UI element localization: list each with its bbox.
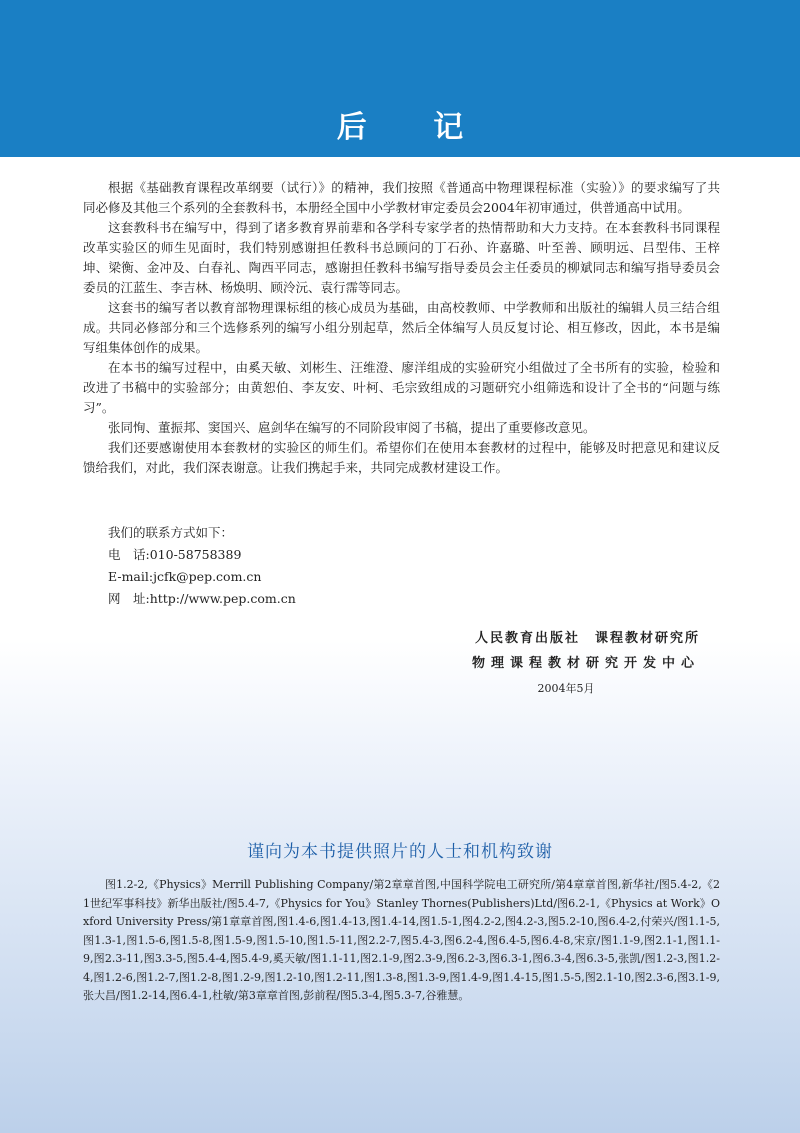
contact-intro: 我们的联系方式如下：: [108, 525, 234, 540]
page-title: 后 记: [336, 110, 492, 145]
paragraph: 这套书的编写者以教育部物理课标组的核心成员为基础，由高校教师、中学教师和出版社的编辑人员三结合组成。共同必修部分和三个选修系列的编写小组分别起草，然后全体编写人员反复讨论、相互修改，因此，本书是编写组集体创作的成果。: [83, 300, 720, 355]
signature-publisher: 人民教育出版社 课程教材研究所: [474, 631, 700, 646]
photo-credits: 图1.2-2,《Physics》Merrill Publishing Company/第2章章首图,中国科学院电工研究所/第4章章首图,新华社/图5.4-2,《21世纪军事科技》新华出版社/图5.4-7,《Physics for You》Stanley Thornes(Publishers)Ltd/图6.2-1,《Physics at Work》Oxford University Press/第1章章首图,图1.4-6,图1.4-13,图1.4-14,图1.5-1,图4.2-2,图4.2-3,图5.2-10,图6.4-2,付荣兴/图1.1-5,图1.3-1,图1.5-6,图1.5-8,图1.5-9,图1.5-10,图1.5-11,图2.2-7,图5.4-3,图6.2-4,图6.4-5,图6.4-8,宋京/图1.1-9,图2.1-1,图1.1-9,图2.3-11,图3.3-5,图5.4-4,图5.4-9,奚天敏/图1.1-11,图2.1-9,图2.3-9,图6.2-3,图6.3-1,图6.3-4,图6.3-5,张凯/图1.2-3,图1.2-4,图1.2-6,图1.2-7,图1.2-8,图1.2-9,图1.2-10,图1.2-11,图1.3-8,图1.3-9,图1.4-9,图1.4-15,图1.5-5,图2.1-10,图2.3-6,图3.1-9,张大昌/图1.2-14,图6.4-1,杜敏/第3章章首图,彭前程/图5.3-4,图5.3-7,谷雅慧。: [83, 878, 720, 1002]
paragraph: 我们还要感谢使用本套教材的实验区的师生们。希望你们在使用本套教材的过程中，能够及时把意见和建议反馈给我们，对此，我们深表谢意。让我们携起手来，共同完成教材建设工作。: [83, 440, 720, 475]
contact-phone: 电 话:010-58758389: [108, 547, 242, 562]
signature-date: 2004年5月: [537, 682, 595, 695]
paragraph: 在本书的编写过程中，由奚天敏、刘彬生、汪维澄、廖洋组成的实验研究小组做过了全书所有的实验，检验和改进了书稿中的实验部分；由黄恕伯、李友安、叶柯、毛宗致组成的习题研究小组筛选和设计了全书的“问题与练习”。: [83, 360, 720, 415]
signature-block: [472, 626, 700, 701]
afterword-body: [83, 178, 720, 478]
header-banner: [0, 0, 800, 157]
contact-website: 网 址:http://www.pep.com.cn: [108, 591, 296, 606]
paragraph: 张同恂、董振邦、窦国兴、扈剑华在编写的不同阶段审阅了书稿，提出了重要修改意见。: [108, 420, 596, 435]
signature-center: 物理课程教材研究开发中心: [471, 656, 700, 671]
paragraph: 这套教科书在编写中，得到了诸多教育界前辈和各学科专家学者的热情帮助和大力支持。在本套教科书同课程改革实验区的师生见面时，我们特别感谢担任教科书总顾问的丁石孙、许嘉璐、叶至善、顾明远、吕型伟、王梓坤、梁衡、金冲及、白春礼、陶西平同志，感谢担任教科书编写指导委员会主任委员的柳斌同志和编写指导委员会委员的江蓝生、李吉林、杨焕明、顾泠沅、袁行霈等同志。: [83, 220, 720, 295]
contact-email: E-mail:jcfk@pep.com.cn: [108, 569, 262, 584]
paragraph: 根据《基础教育课程改革纲要（试行）》的精神，我们按照《普通高中物理课程标准（实验）》的要求编写了共同必修及其他三个系列的全套教科书，本册经全国中小学教材审定委员会2004年初审通过，供普通高中试用。: [83, 180, 720, 215]
acknowledgement-title: 谨向为本书提供照片的人士和机构致谢: [247, 842, 553, 862]
contact-info: [108, 522, 296, 610]
